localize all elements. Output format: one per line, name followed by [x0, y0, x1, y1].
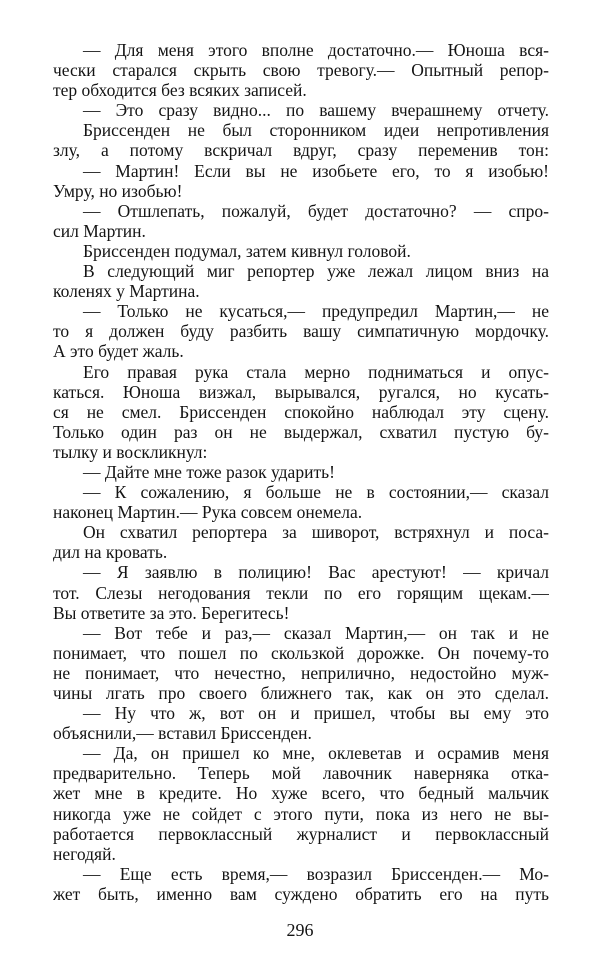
- text-line: В следующий миг репортер уже лежал лицом вниз на: [83, 261, 549, 282]
- text-line: ся не смел. Бриссенден спокойно наблюдал эту сцену.: [53, 401, 549, 422]
- text-line: Только один раз он не выдержал, схватил пустую бу-: [53, 421, 549, 442]
- text-line: — Для меня этого вполне достаточно.— Юноша вся-: [83, 40, 549, 60]
- text-line: работается первоклассный журналист и первоклассный: [53, 823, 549, 844]
- text-line: дил на кровать.: [53, 542, 168, 563]
- text-line: — Еще есть время,— возразил Бриссенден.— Мо-: [83, 863, 549, 884]
- text-line: негодяй.: [53, 843, 116, 864]
- text-line: чески старался скрыть свою тревогу.— Опытный репор-: [53, 60, 549, 81]
- text-line: Умру, но изобью!: [53, 180, 183, 201]
- text-line: — Отшлепать, пожалуй, будет достаточно? — спро-: [83, 200, 549, 221]
- text-line: чины лгать про своего ближнего так, как он это сделал.: [53, 683, 549, 703]
- page-number: 296: [286, 920, 314, 940]
- text-line: тылку и воскликнул:: [53, 441, 208, 462]
- text-line: наконец Мартин.— Рука совсем онемела.: [53, 502, 363, 523]
- text-line: — Только не кусаться,— предупредил Мартин,— не: [83, 301, 549, 322]
- text-line: не понимает, что нечестно, неприлично, недостойно муж-: [53, 662, 549, 683]
- text-line: объяснили,— вставил Бриссенден.: [53, 723, 312, 744]
- text-line: Он схватил репортера за шиворот, встряхнул и поса-: [83, 522, 549, 543]
- text-line: — Вот тебе и раз,— сказал Мартин,— он так и не: [83, 622, 549, 643]
- text-line: каться. Юноша визжал, вырывался, ругался, но кусать-: [53, 381, 549, 402]
- text-line: никогда уже не сойдет с этого пути, пока из него не вы-: [53, 803, 549, 824]
- text-line: коленях у Мартина.: [53, 281, 200, 302]
- text-line: — Дайте мне тоже разок ударить!: [83, 461, 335, 482]
- page-body-text: [53, 40, 549, 904]
- text-line: Его правая рука стала мерно подниматься и опус-: [83, 361, 549, 382]
- text-line: — К сожалению, я больше не в состоянии,— сказал: [83, 482, 549, 503]
- text-line: — Да, он пришел ко мне, оклеветав и осрамив меня: [83, 743, 549, 764]
- text-line: Бриссенден не был сторонником идеи непротивления: [83, 120, 549, 141]
- text-line: жет мне в кредите. Но хуже всего, что бедный мальчик: [53, 783, 549, 804]
- text-line: — Это сразу видно... по вашему вчерашнему отчету.: [83, 100, 549, 121]
- text-line: понимает, что пошел по скользкой дорожке. Он почему-то: [53, 642, 549, 663]
- text-line: предварительно. Теперь мой лавочник наверняка отка-: [53, 763, 549, 784]
- text-line: Вы ответите за это. Берегитесь!: [53, 602, 290, 623]
- text-line: сил Мартин.: [53, 220, 146, 241]
- text-line: — Ну что ж, вот он и пришел, чтобы вы ему это: [83, 703, 549, 724]
- text-line: — Мартин! Если вы не изобьете его, то я изобью!: [83, 160, 549, 181]
- text-line: то я должен буду разбить вашу симпатичную мордочку.: [53, 321, 549, 342]
- text-line: злу, а потому вскричал вдруг, сразу переменив тон:: [53, 140, 549, 161]
- text-line: — Я заявлю в полицию! Вас арестуют! — кричал: [83, 562, 549, 583]
- text-line: тер обходится без всяких записей.: [53, 80, 307, 101]
- text-line: тот. Слезы негодования текли по его горящим щекам.—: [53, 582, 549, 603]
- text-line: Бриссенден подумал, затем кивнул головой.: [83, 240, 411, 261]
- text-line: А это будет жаль.: [53, 341, 184, 362]
- text-line: жет быть, именно вам суждено обратить его на путь: [53, 883, 549, 904]
